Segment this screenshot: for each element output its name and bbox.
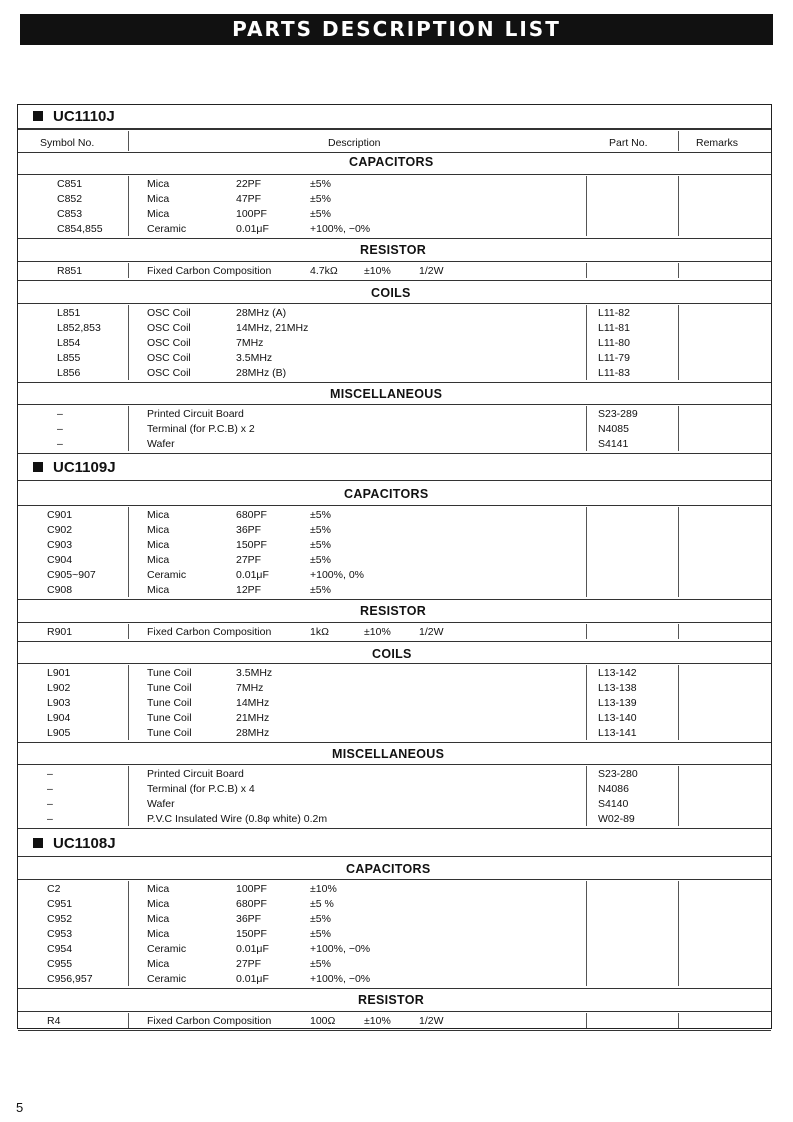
column-line [128, 881, 129, 986]
symbol-cell: – [47, 813, 53, 825]
description-tolerance: ±5% [310, 524, 331, 536]
model-name: UC1108J [53, 835, 116, 852]
description-value: 3.5MHz [236, 352, 273, 364]
symbol-cell: L904 [47, 712, 71, 724]
description-tolerance: ±5% [310, 928, 331, 940]
symbol-cell: C908 [47, 584, 73, 596]
symbol-cell: – [57, 438, 63, 450]
part-number: S4141 [598, 438, 629, 450]
description-tolerance: ±10% [364, 1015, 391, 1027]
column-line [128, 131, 129, 151]
column-header-part-no: Part No. [609, 137, 648, 149]
section-heading: MISCELLANEOUS [330, 387, 443, 401]
part-number: L13-142 [598, 667, 637, 679]
description-type: Mica [147, 958, 170, 970]
description-type: Fixed Carbon Composition [147, 626, 272, 638]
description-type: Mica [147, 524, 170, 536]
column-line [678, 624, 679, 639]
rule-line [18, 261, 771, 262]
description-type: Mica [147, 193, 170, 205]
part-number: L13-138 [598, 682, 637, 694]
description-value: 0.01μF [236, 973, 269, 985]
description-type: Tune Coil [147, 667, 192, 679]
description-tolerance: ±5% [310, 913, 331, 925]
part-number: W02-89 [598, 813, 635, 825]
description-value: 22PF [236, 178, 262, 190]
part-number: L13-141 [598, 727, 637, 739]
rule-line [18, 988, 771, 989]
description-type: Wafer [147, 438, 175, 450]
description-tolerance: ±10% [364, 626, 391, 638]
square-bullet-icon [33, 462, 43, 472]
symbol-cell: C903 [47, 539, 73, 551]
description-tolerance: ±5% [310, 208, 331, 220]
description-value: 14MHz [236, 697, 270, 709]
symbol-cell: C901 [47, 509, 73, 521]
description-value: 7MHz [236, 682, 264, 694]
description-type: Mica [147, 898, 170, 910]
part-number: N4085 [598, 423, 629, 435]
description-value: 14MHz, 21MHz [236, 322, 309, 334]
description-value: 28MHz (B) [236, 367, 287, 379]
rule-line [18, 856, 771, 857]
description-type: Fixed Carbon Composition [147, 1015, 272, 1027]
symbol-cell: R901 [47, 626, 73, 638]
rule-line [18, 641, 771, 642]
symbol-cell: C854,855 [57, 223, 103, 235]
description-type: Printed Circuit Board [147, 768, 244, 780]
description-value: 47PF [236, 193, 262, 205]
description-value: 100Ω [310, 1015, 336, 1027]
column-line [586, 263, 587, 278]
column-line [128, 766, 129, 826]
rule-line [18, 622, 771, 623]
description-value: 680PF [236, 898, 267, 910]
part-number: L11-82 [598, 307, 630, 319]
description-value: 36PF [236, 913, 262, 925]
description-tolerance: ±5% [310, 509, 331, 521]
description-value: 27PF [236, 554, 262, 566]
column-line [128, 263, 129, 278]
symbol-cell: – [47, 783, 53, 795]
column-line [678, 507, 679, 597]
symbol-cell: – [47, 798, 53, 810]
symbol-cell: C954 [47, 943, 73, 955]
column-line [678, 406, 679, 451]
part-number: S23-289 [598, 408, 638, 420]
symbol-cell: L851 [57, 307, 81, 319]
part-number: L11-80 [598, 337, 630, 349]
description-type: Mica [147, 584, 170, 596]
column-line [586, 305, 587, 380]
column-line [128, 176, 129, 236]
symbol-cell: C951 [47, 898, 73, 910]
column-line [586, 881, 587, 986]
description-value: 12PF [236, 584, 262, 596]
column-line [678, 263, 679, 278]
description-type: OSC Coil [147, 337, 191, 349]
model-heading [33, 459, 116, 476]
description-tolerance: +100%, −0% [310, 943, 371, 955]
description-tolerance: +100%, −0% [310, 223, 371, 235]
column-line [678, 665, 679, 740]
symbol-cell: C955 [47, 958, 73, 970]
description-value: 150PF [236, 539, 267, 551]
description-type: Mica [147, 913, 170, 925]
column-line [678, 131, 679, 151]
description-value: 0.01μF [236, 943, 269, 955]
column-line [586, 665, 587, 740]
rule-line [18, 879, 771, 880]
section-heading: COILS [371, 286, 411, 300]
column-line [128, 624, 129, 639]
column-line [586, 1013, 587, 1028]
rule-line [18, 742, 771, 743]
description-type: Mica [147, 539, 170, 551]
rule-line [18, 599, 771, 600]
description-value: 27PF [236, 958, 262, 970]
column-line [128, 1013, 129, 1028]
description-type: Mica [147, 178, 170, 190]
column-line [586, 766, 587, 826]
symbol-cell: C2 [47, 883, 61, 895]
description-value: 150PF [236, 928, 267, 940]
description-tolerance: ±5% [310, 193, 331, 205]
page-title: PARTS DESCRIPTION LIST [20, 14, 773, 45]
symbol-cell: C953 [47, 928, 73, 940]
symbol-cell: – [47, 768, 53, 780]
description-tolerance: ±10% [310, 883, 337, 895]
rule-line [18, 152, 771, 153]
part-number: L13-139 [598, 697, 637, 709]
rule-line [18, 663, 771, 664]
description-type: Ceramic [147, 569, 187, 581]
part-number: L11-81 [598, 322, 630, 334]
symbol-cell: L905 [47, 727, 71, 739]
description-type: Wafer [147, 798, 175, 810]
description-type: Mica [147, 883, 170, 895]
description-type: OSC Coil [147, 322, 191, 334]
column-line [128, 665, 129, 740]
symbol-cell: C904 [47, 554, 73, 566]
description-tolerance: ±5% [310, 958, 331, 970]
description-tolerance: ±5% [310, 584, 331, 596]
column-line [128, 406, 129, 451]
description-tolerance: ±5% [310, 178, 331, 190]
description-value: 100PF [236, 883, 267, 895]
symbol-cell: C852 [57, 193, 83, 205]
symbol-cell: R4 [47, 1015, 61, 1027]
section-heading: CAPACITORS [349, 155, 434, 169]
symbol-cell: C956,957 [47, 973, 93, 985]
description-value: 28MHz (A) [236, 307, 287, 319]
description-type: OSC Coil [147, 352, 191, 364]
rule-line [18, 764, 771, 765]
description-value: 0.01μF [236, 569, 269, 581]
square-bullet-icon [33, 838, 43, 848]
symbol-cell: C851 [57, 178, 83, 190]
model-heading [33, 108, 115, 125]
description-value: 680PF [236, 509, 267, 521]
rule-line [18, 303, 771, 304]
symbol-cell: – [57, 423, 63, 435]
description-wattage: 1/2W [419, 1015, 444, 1027]
column-line [678, 766, 679, 826]
description-type: Mica [147, 208, 170, 220]
description-value: 7MHz [236, 337, 264, 349]
section-heading: MISCELLANEOUS [332, 747, 445, 761]
section-heading: CAPACITORS [344, 487, 429, 501]
description-value: 4.7kΩ [310, 265, 338, 277]
symbol-cell: R851 [57, 265, 83, 277]
column-line [678, 881, 679, 986]
rule-line [18, 480, 771, 481]
rule-line [18, 453, 771, 454]
section-heading: RESISTOR [358, 993, 425, 1007]
symbol-cell: L855 [57, 352, 81, 364]
description-tolerance: ±10% [364, 265, 391, 277]
column-line [128, 507, 129, 597]
rule-line [18, 404, 771, 405]
rule-line [18, 828, 771, 829]
column-line [586, 507, 587, 597]
description-type: OSC Coil [147, 367, 191, 379]
description-type: Ceramic [147, 223, 187, 235]
column-line [678, 1013, 679, 1028]
model-name: UC1110J [53, 108, 115, 125]
description-tolerance: ±5% [310, 539, 331, 551]
description-type: Tune Coil [147, 727, 192, 739]
part-number: S4140 [598, 798, 629, 810]
description-value: 36PF [236, 524, 262, 536]
symbol-cell: L901 [47, 667, 71, 679]
model-heading [33, 835, 116, 852]
part-number: L11-79 [598, 352, 630, 364]
description-value: 28MHz [236, 727, 270, 739]
column-line [128, 305, 129, 380]
description-tolerance: ±5% [310, 554, 331, 566]
symbol-cell: L852,853 [57, 322, 101, 334]
description-wattage: 1/2W [419, 626, 444, 638]
column-header-description: Description [328, 137, 381, 149]
symbol-cell: L856 [57, 367, 81, 379]
description-type: Terminal (for P.C.B) x 4 [147, 783, 255, 795]
symbol-cell: L903 [47, 697, 71, 709]
symbol-cell: C952 [47, 913, 73, 925]
column-line [586, 406, 587, 451]
description-type: Fixed Carbon Composition [147, 265, 272, 277]
square-bullet-icon [33, 111, 43, 121]
column-line [586, 624, 587, 639]
column-header-symbol: Symbol No. [40, 137, 95, 149]
description-type: OSC Coil [147, 307, 191, 319]
description-type: Mica [147, 509, 170, 521]
description-tolerance: ±5 % [310, 898, 334, 910]
part-number: N4086 [598, 783, 629, 795]
section-heading: CAPACITORS [346, 862, 431, 876]
page-number: 5 [16, 1100, 24, 1115]
section-heading: RESISTOR [360, 243, 427, 257]
symbol-cell: C853 [57, 208, 83, 220]
section-heading: COILS [372, 647, 412, 661]
description-type: Printed Circuit Board [147, 408, 244, 420]
section-heading: RESISTOR [360, 604, 427, 618]
description-type: Tune Coil [147, 682, 192, 694]
description-type: P.V.C Insulated Wire (0.8φ white) 0.2m [147, 813, 328, 825]
description-type: Tune Coil [147, 697, 192, 709]
description-value: 1kΩ [310, 626, 329, 638]
symbol-cell: – [57, 408, 63, 420]
description-type: Tune Coil [147, 712, 192, 724]
description-type: Terminal (for P.C.B) x 2 [147, 423, 255, 435]
rule-line [18, 238, 771, 239]
description-value: 0.01μF [236, 223, 269, 235]
part-number: L11-83 [598, 367, 630, 379]
description-type: Ceramic [147, 973, 187, 985]
symbol-cell: C902 [47, 524, 73, 536]
rule-line [18, 174, 771, 175]
column-line [586, 176, 587, 236]
column-line [678, 176, 679, 236]
rule-line [18, 280, 771, 281]
rule-line [18, 129, 771, 130]
description-value: 3.5MHz [236, 667, 273, 679]
description-tolerance: +100%, −0% [310, 973, 371, 985]
symbol-cell: L902 [47, 682, 71, 694]
column-header-remarks: Remarks [696, 137, 739, 149]
part-number: S23-280 [598, 768, 638, 780]
description-tolerance: +100%, 0% [310, 569, 364, 581]
description-type: Ceramic [147, 943, 187, 955]
description-type: Mica [147, 554, 170, 566]
symbol-cell: C905~907 [47, 569, 96, 581]
part-number: L13-140 [598, 712, 637, 724]
column-line [678, 305, 679, 380]
description-value: 100PF [236, 208, 267, 220]
description-type: Mica [147, 928, 170, 940]
rule-line [18, 382, 771, 383]
description-value: 21MHz [236, 712, 270, 724]
rule-line [18, 1030, 771, 1031]
description-wattage: 1/2W [419, 265, 444, 277]
rule-line [18, 505, 771, 506]
symbol-cell: L854 [57, 337, 81, 349]
rule-line [18, 1011, 771, 1012]
model-name: UC1109J [53, 459, 116, 476]
